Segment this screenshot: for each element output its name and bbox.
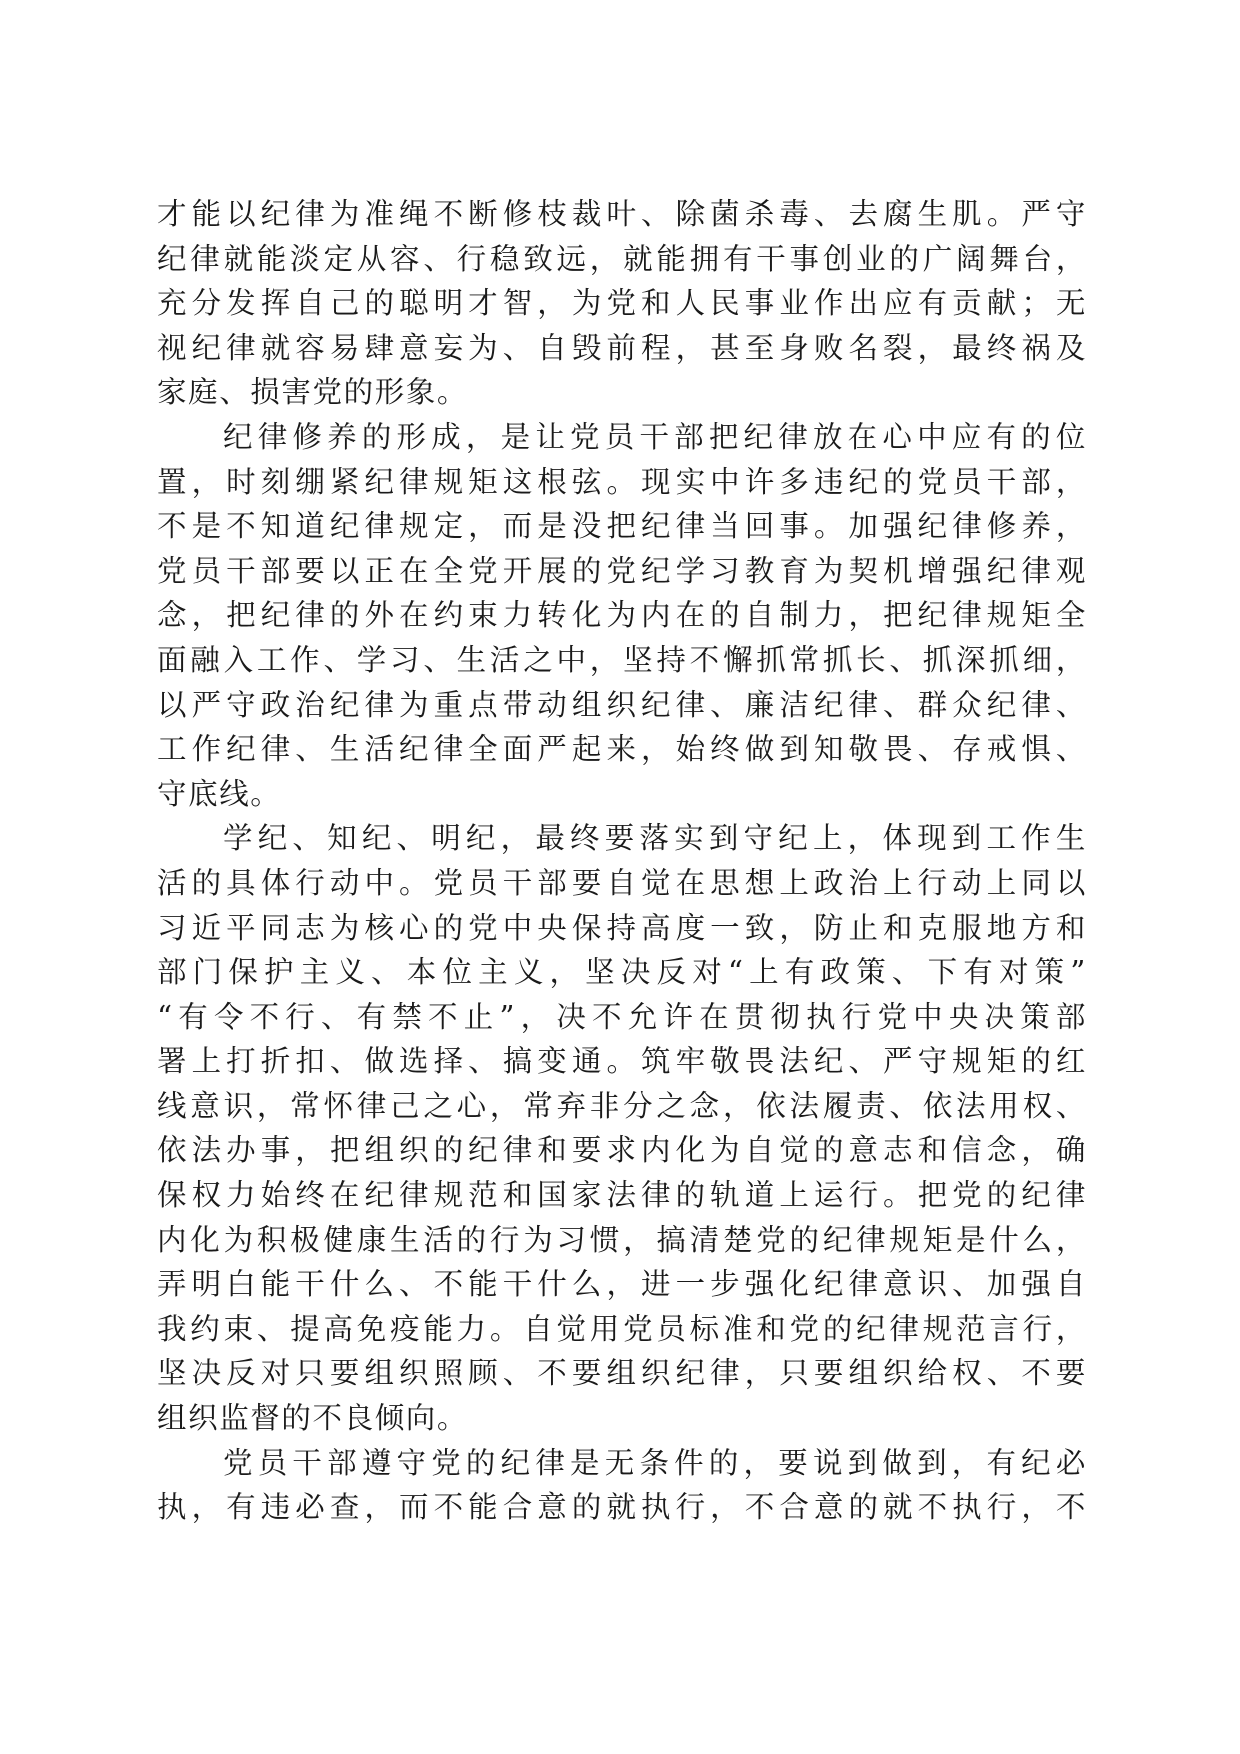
- text-line: 不是不知道纪律规定，而是没把纪律当回事。加强纪律修养，: [157, 509, 1087, 544]
- text-line: 纪律就能淡定从容、行稳致远，就能拥有干事创业的广阔舞台，: [157, 241, 1087, 276]
- text-line: 组织监督的不良倾向。: [157, 1401, 469, 1436]
- text-line: 习近平同志为核心的党中央保持高度一致，防止和克服地方和: [157, 910, 1087, 945]
- text-line: 我约束、提高免疫能力。自觉用党员标准和党的纪律规范言行，: [157, 1311, 1087, 1346]
- text-line: 置，时刻绷紧纪律规矩这根弦。现实中许多违纪的党员干部，: [157, 464, 1087, 499]
- text-line: “有令不行、有禁不止”，决不允许在贯彻执行党中央决策部: [157, 999, 1087, 1034]
- paragraph-2: [157, 415, 1087, 816]
- text-line: 依法办事，把组织的纪律和要求内化为自觉的意志和信念，确: [157, 1133, 1087, 1168]
- text-line: 部门保护主义、本位主义，坚决反对“上有政策、下有对策”: [157, 955, 1087, 990]
- paragraph-1: [157, 192, 1087, 415]
- text-line: 内化为积极健康生活的行为习惯，搞清楚党的纪律规矩是什么，: [157, 1222, 1087, 1257]
- text-line: 家庭、损害党的形象。: [157, 375, 469, 410]
- text-line: 执，有违必查，而不能合意的就执行，不合意的就不执行，不: [157, 1490, 1087, 1525]
- text-line: 署上打折扣、做选择、搞变通。筑牢敬畏法纪、严守规矩的红: [157, 1044, 1087, 1079]
- text-line: 充分发挥自己的聪明才智，为党和人民事业作出应有贡献；无: [157, 286, 1087, 321]
- text-line: 活的具体行动中。党员干部要自觉在思想上政治上行动上同以: [157, 865, 1087, 900]
- text-line: 党员干部遵守党的纪律是无条件的，要说到做到，有纪必: [223, 1445, 1087, 1480]
- text-line: 视纪律就容易肆意妄为、自毁前程，甚至身败名裂，最终祸及: [157, 330, 1087, 365]
- text-line: 线意识，常怀律己之心，常弃非分之念，依法履责、依法用权、: [157, 1088, 1087, 1123]
- text-line: 才能以纪律为准绳不断修枝裁叶、除菌杀毒、去腐生肌。严守: [157, 197, 1087, 231]
- text-line: 学纪、知纪、明纪，最终要落实到守纪上，体现到工作生: [223, 821, 1087, 856]
- text-line: 念，把纪律的外在约束力转化为内在的自制力，把纪律规矩全: [157, 598, 1087, 633]
- paragraph-4: [157, 1441, 1087, 1530]
- paragraph-3: [157, 816, 1087, 1440]
- text-line: 以严守政治纪律为重点带动组织纪律、廉洁纪律、群众纪律、: [157, 687, 1087, 722]
- document-body: [157, 192, 1087, 1530]
- text-line: 面融入工作、学习、生活之中，坚持不懈抓常抓长、抓深抓细，: [157, 642, 1087, 677]
- text-line: 坚决反对只要组织照顾、不要组织纪律，只要组织给权、不要: [157, 1356, 1087, 1391]
- text-line: 纪律修养的形成，是让党员干部把纪律放在心中应有的位: [223, 419, 1087, 454]
- text-line: 弄明白能干什么、不能干什么，进一步强化纪律意识、加强自: [157, 1267, 1087, 1302]
- text-line: 保权力始终在纪律规范和国家法律的轨道上运行。把党的纪律: [157, 1178, 1087, 1213]
- text-line: 守底线。: [157, 776, 282, 811]
- text-line: 党员干部要以正在全党开展的党纪学习教育为契机增强纪律观: [157, 553, 1087, 588]
- text-line: 工作纪律、生活纪律全面严起来，始终做到知敬畏、存戒惧、: [157, 732, 1087, 767]
